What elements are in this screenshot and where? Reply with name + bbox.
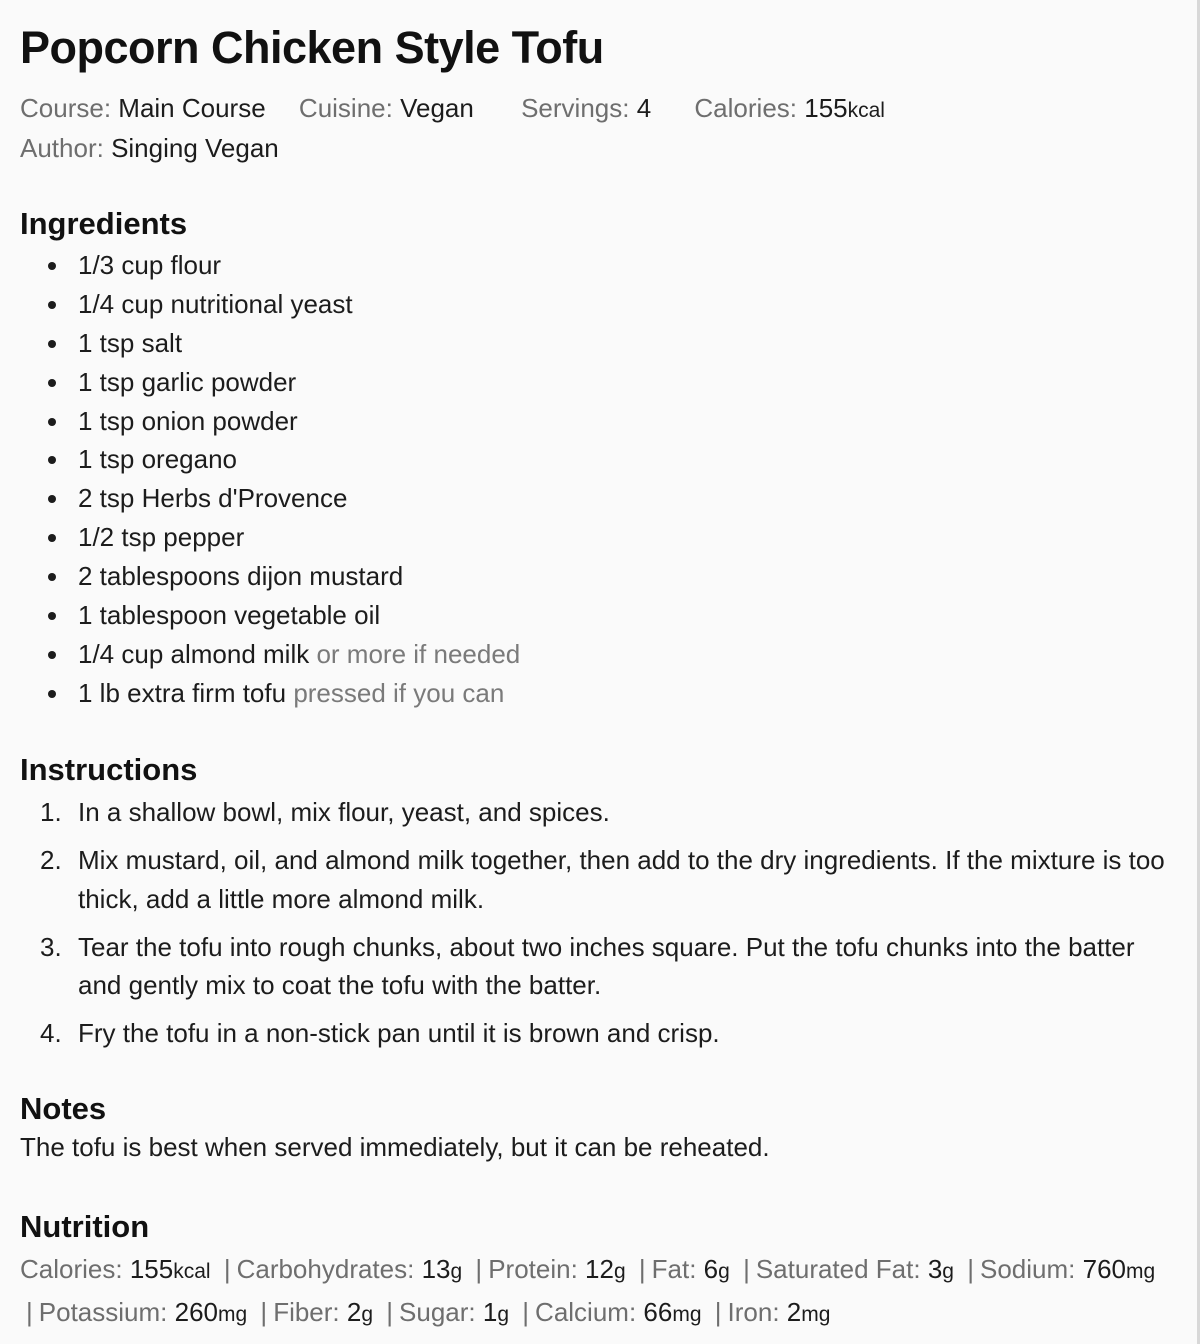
- instruction-step-number: 4.: [40, 1018, 62, 1048]
- ingredient-item: [20, 636, 520, 675]
- nutrition-value: 2: [346, 1297, 362, 1327]
- nutrition-separator: |: [967, 1254, 974, 1284]
- nutrition-unit: mg: [218, 1303, 248, 1326]
- nutrition-label: Fat:: [651, 1254, 697, 1284]
- nutrition-separator: |: [522, 1297, 530, 1327]
- ingredient-text: 1 tsp garlic powder: [78, 366, 297, 397]
- ingredient-item: [20, 247, 520, 286]
- nutrition-item: [488, 1254, 625, 1284]
- nutrition-value: 13: [421, 1254, 451, 1284]
- ingredients-heading: Ingredients: [20, 206, 188, 241]
- meta-cuisine-value: Vegan: [400, 93, 474, 123]
- nutrition-item: [20, 1254, 211, 1284]
- nutrition-label: Sodium:: [979, 1254, 1076, 1284]
- ingredient-item: [20, 325, 520, 364]
- instruction-step-text: Fry the tofu in a non-stick pan until it is brown and crisp.: [78, 1018, 720, 1048]
- ingredient-text: 1/3 cup flour: [78, 250, 222, 280]
- recipe-meta-row: [20, 93, 911, 124]
- instruction-step: [20, 841, 1180, 918]
- meta-author-value: Singing Vegan: [111, 133, 279, 163]
- nutrition-value: 3: [927, 1254, 943, 1284]
- ingredient-text: 1 tsp onion powder: [78, 405, 298, 436]
- nutrition-unit: g: [613, 1260, 626, 1283]
- nutrition-separator: |: [714, 1297, 722, 1327]
- nutrition-label: Protein:: [488, 1254, 578, 1284]
- nutrition-separator: |: [638, 1254, 646, 1284]
- instruction-step-number: 2.: [40, 845, 62, 875]
- nutrition-label: Sugar:: [399, 1297, 476, 1327]
- instruction-step: [20, 1014, 1180, 1053]
- instruction-step-text: Mix mustard, oil, and almond milk together, then add to the dry ingredients. If the mixture is too thick, add a little more almond milk.: [78, 845, 1165, 914]
- nutrition-label: Saturated Fat:: [755, 1254, 921, 1284]
- nutrition-label: Calcium:: [535, 1297, 637, 1327]
- nutrition-item: [535, 1297, 701, 1327]
- nutrition-value: 66: [643, 1297, 673, 1327]
- nutrition-value: 12: [585, 1254, 614, 1284]
- instruction-step-text: Tear the tofu into rough chunks, about two inches square. Put the tofu chunks into the batter and gently mix to coat the tofu with the batter.: [78, 931, 1135, 1000]
- ingredient-item: [20, 403, 520, 442]
- instructions-list: [20, 793, 1180, 1062]
- ingredient-item: [20, 558, 520, 597]
- ingredient-note: or more if needed: [316, 638, 521, 669]
- nutrition-item: [728, 1297, 831, 1327]
- nutrition-facts: [20, 1249, 1180, 1335]
- nutrition-label: Carbohydrates:: [236, 1254, 415, 1284]
- nutrition-label: Calories:: [20, 1254, 123, 1284]
- nutrition-separator: |: [223, 1254, 231, 1284]
- nutrition-value: 260: [174, 1297, 218, 1327]
- nutrition-item: [399, 1297, 509, 1327]
- nutrition-separator: |: [475, 1254, 483, 1284]
- nutrition-heading: Nutrition: [20, 1209, 150, 1244]
- ingredient-text: 1 tsp oregano: [78, 444, 238, 475]
- ingredient-item: [20, 364, 520, 403]
- nutrition-value: 6: [703, 1254, 719, 1284]
- meta-servings-value: 4: [636, 93, 652, 123]
- ingredient-text: 1 tablespoon vegetable oil: [78, 600, 381, 631]
- nutrition-separator: |: [26, 1297, 33, 1327]
- meta-course-label: Course:: [20, 93, 112, 123]
- instruction-step-text: In a shallow bowl, mix flour, yeast, and spices.: [78, 797, 610, 827]
- ingredient-item: [20, 441, 520, 480]
- nutrition-item: [756, 1254, 954, 1284]
- nutrition-item: [273, 1297, 373, 1327]
- nutrition-value: 2: [786, 1297, 802, 1327]
- ingredient-note: pressed if you can: [293, 677, 505, 708]
- ingredient-text: 1 lb extra firm tofu: [78, 677, 287, 708]
- nutrition-unit: g: [361, 1303, 374, 1326]
- notes-heading: Notes: [20, 1091, 107, 1126]
- nutrition-value: 155: [129, 1254, 174, 1284]
- nutrition-separator: |: [743, 1254, 750, 1284]
- nutrition-label: Fiber:: [273, 1297, 340, 1327]
- meta-cuisine-label: Cuisine:: [298, 93, 393, 123]
- notes-text: The tofu is best when served immediately, but it can be reheated.: [20, 1132, 770, 1162]
- ingredient-text: 1 tsp salt: [78, 327, 183, 358]
- meta-cuisine: [299, 93, 474, 124]
- instruction-step: [20, 928, 1180, 1005]
- nutrition-item: [39, 1297, 247, 1327]
- nutrition-unit: mg: [801, 1303, 831, 1326]
- ingredient-text: 1/2 tsp pepper: [78, 522, 245, 553]
- nutrition-item: [237, 1254, 463, 1284]
- ingredient-item: [20, 286, 520, 325]
- meta-calories-unit: kcal: [847, 99, 885, 122]
- nutrition-label: Potassium:: [38, 1297, 168, 1327]
- nutrition-unit: mg: [1126, 1260, 1156, 1283]
- meta-calories-value: 155: [804, 93, 848, 123]
- ingredient-item: [20, 519, 520, 558]
- nutrition-label: Iron:: [727, 1297, 780, 1327]
- meta-course-value: Main Course: [118, 93, 266, 123]
- nutrition-unit: g: [942, 1260, 954, 1283]
- meta-calories: [694, 93, 885, 124]
- instruction-step: [20, 793, 1180, 832]
- nutrition-unit: mg: [672, 1303, 702, 1326]
- ingredient-item: [20, 675, 520, 714]
- nutrition-unit: kcal: [173, 1260, 211, 1283]
- ingredient-item: [20, 597, 520, 636]
- recipe-author-row: [20, 133, 279, 164]
- nutrition-item: [652, 1254, 730, 1284]
- ingredient-text: 1/4 cup nutritional yeast: [78, 288, 353, 319]
- meta-calories-label: Calories:: [694, 93, 797, 123]
- nutrition-separator: |: [260, 1297, 268, 1327]
- nutrition-unit: g: [450, 1260, 463, 1283]
- recipe-title: Popcorn Chicken Style Tofu: [20, 22, 604, 73]
- instructions-heading: Instructions: [20, 752, 198, 787]
- nutrition-separator: |: [386, 1297, 394, 1327]
- meta-servings: [521, 93, 651, 124]
- meta-course: [20, 93, 266, 124]
- ingredient-item: [20, 480, 520, 519]
- nutrition-value: 760: [1082, 1254, 1126, 1284]
- nutrition-item: [980, 1254, 1155, 1284]
- nutrition-unit: g: [497, 1303, 510, 1326]
- instruction-step-number: 1.: [40, 797, 62, 827]
- ingredients-list: [20, 247, 520, 714]
- ingredient-text: 2 tsp Herbs d'Provence: [78, 483, 348, 514]
- instruction-step-number: 3.: [40, 931, 62, 962]
- nutrition-unit: g: [718, 1260, 730, 1283]
- meta-author-label: Author:: [20, 133, 104, 163]
- ingredient-text: 2 tablespoons dijon mustard: [78, 561, 404, 592]
- nutrition-value: 1: [482, 1297, 498, 1327]
- meta-servings-label: Servings:: [521, 93, 630, 123]
- ingredient-text: 1/4 cup almond milk: [78, 638, 310, 669]
